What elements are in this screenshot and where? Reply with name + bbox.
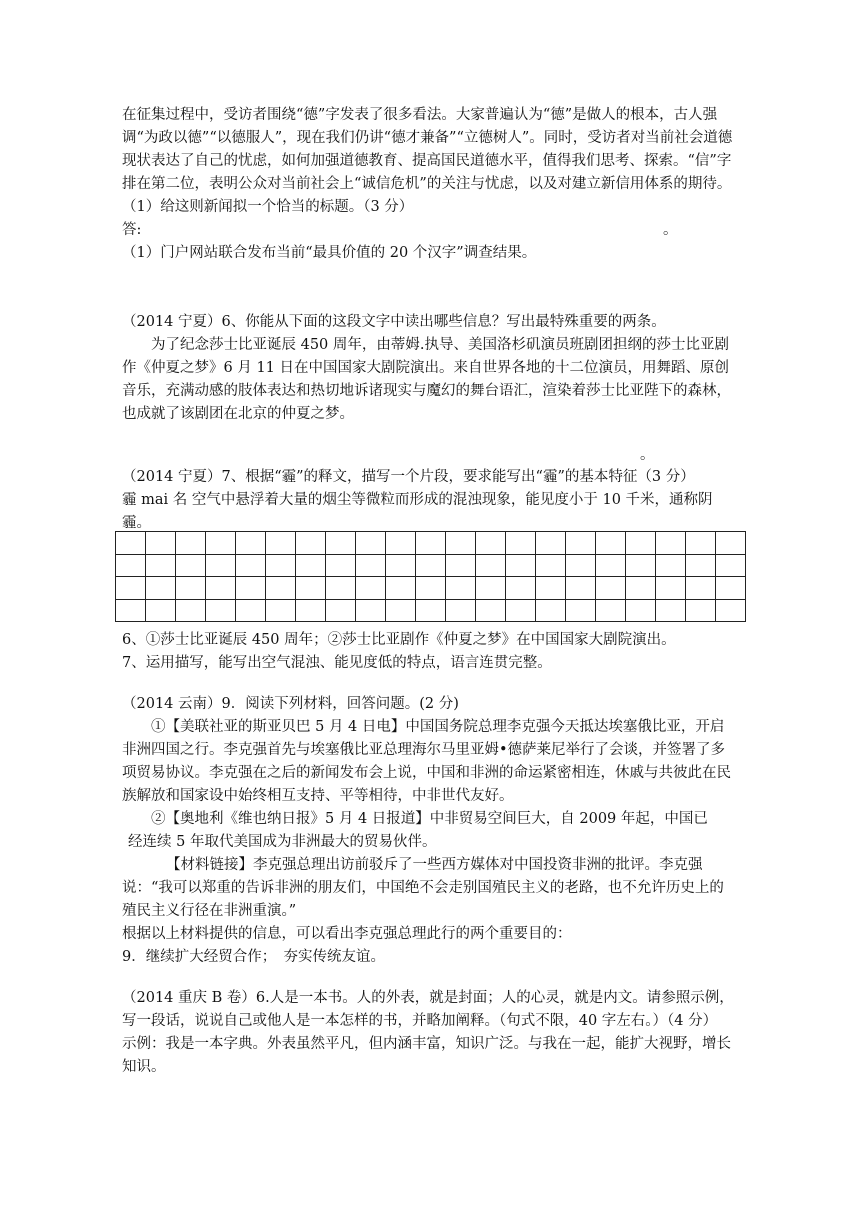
- question-ningxia-6: （2014 宁夏）6、你能从下面的这段文字中读出哪些信息？写出最特殊重要的两条。: [122, 314, 666, 330]
- block-yunnan-9: [122, 693, 734, 969]
- block-ningxia-7: [122, 466, 734, 535]
- answer-label: 答:: [122, 222, 142, 238]
- grid-row: [116, 532, 746, 555]
- grid-row: [116, 554, 746, 577]
- answer-line: [122, 219, 734, 242]
- answer-7: 7、运用描写，能写出空气混浊、能见度低的特点，语言连贯完整。: [122, 655, 552, 671]
- material-2-line-2: 经连续 5 年取代美国成为非洲最大的贸易伙伴。: [128, 834, 437, 850]
- passage-shakespeare: 为了纪念莎士比亚诞辰 450 周年，由蒂姆.执导、美国洛杉矶演员班剧团担纲的莎士比亚剧作《仲夏之梦》6 月 11 日在中国国家大剧院演出。来自世界各地的十二位演员，用舞蹈、原创音乐，充满动感的肢体表达和热切地诉诸现实与魔幻的舞台语汇，渲染着莎士比亚陛下的森林，也成就了该剧团在北京的仲夏之梦。: [122, 337, 731, 422]
- grid-row: [116, 599, 746, 622]
- writing-grid[interactable]: [115, 531, 746, 622]
- survey-paragraph: 在征集过程中，受访者围绕“德”字发表了很多看法。大家普遍认为“德”是做人的根本，古人强调“为政以德”“以德服人”，现在我们仍讲“德才兼备”“立德树人”。同时，受访者对当前社会道德现状表达了自己的忧虑，如何加强道德教育、提高国民道德水平，值得我们思考、探索。“信”字排在第二位，表明公众对当前社会上“诚信危机”的关注与忧虑，以及对建立新信用体系的期待。: [122, 107, 733, 192]
- prompt-purposes: 根据以上材料提供的信息，可以看出李克强总理此行的两个重要目的：: [122, 926, 572, 942]
- answer-end-dot: 。: [663, 222, 678, 238]
- blank-end-dot: 。: [640, 447, 655, 463]
- answer-6: 6、①莎士比亚诞辰 450 周年；②莎士比亚剧作《仲夏之梦》在中国国家大剧院演出。: [122, 632, 676, 648]
- block-answers-ningxia: [122, 629, 734, 675]
- haze-definition: 霾 mai 名 空气中悬浮着大量的烟尘等微粒而形成的混浊现象，能见度小于 10 千米，通称阴霾。: [122, 492, 713, 531]
- answer-key-1: （1）门户网站联合发布当前“最具价值的 20 个汉字”调查结果。: [122, 245, 537, 261]
- material-1: ①【美联社亚的斯亚贝巴 5 月 4 日电】中国国务院总理李克强今天抵达埃塞俄比亚，开启非洲四国之行。李克强首先与埃塞俄比亚总理海尔马里亚姆•德萨莱尼举行了会谈，并签署了多项贸易协议。李克强在之后的新闻发布会上说，中国和非洲的命运紧密相连，休戚与共彼此在民族解放和国家设中始终相互支持、平等相待，中非世代友好。: [122, 719, 731, 804]
- block-ningxia-6: [122, 311, 734, 426]
- question-yunnan-9: （2014 云南）9．阅读下列材料，回答问题。(2 分): [122, 696, 459, 712]
- material-2-line-1: ②【奥地利《维也纳日报》5 月 4 日报道】中非贸易空间巨大，自 2009 年起，中国已: [151, 811, 708, 827]
- example-answer: 示例：我是一本字典。外表虽然平凡，但内涵丰富，知识广泛。与我在一起，能扩大视野，增长知识。: [122, 1036, 731, 1075]
- grid-row: [116, 577, 746, 600]
- question-ningxia-7: （2014 宁夏）7、根据“霾”的释文，描写一个片段，要求能写出“霾”的基本特征（3 分）: [122, 469, 695, 485]
- block-survey: [122, 104, 734, 265]
- answer-9: 9．继续扩大经贸合作； 夯实传统友谊。: [122, 949, 385, 965]
- material-link: 【材料链接】李克强总理出访前驳斥了一些西方媒体对中国投资非洲的批评。李克强说：“我可以郑重的告诉非洲的朋友们，中国绝不会走别国殖民主义的老路，也不允许历史上的殖民主义行径在非洲重演。”: [122, 857, 724, 919]
- question-chongqing-6: （2014 重庆 B 卷）6.人是一本书。人的外表，就是封面；人的心灵，就是内文。请参照示例，写一段话，说说自己或他人是一本怎样的书，并略加阐释。（句式不限，40 字左右。）（4 分）: [122, 990, 734, 1029]
- block-chongqing-6: [122, 987, 734, 1079]
- question-1: （1）给这则新闻拟一个恰当的标题。（3 分）: [122, 199, 414, 215]
